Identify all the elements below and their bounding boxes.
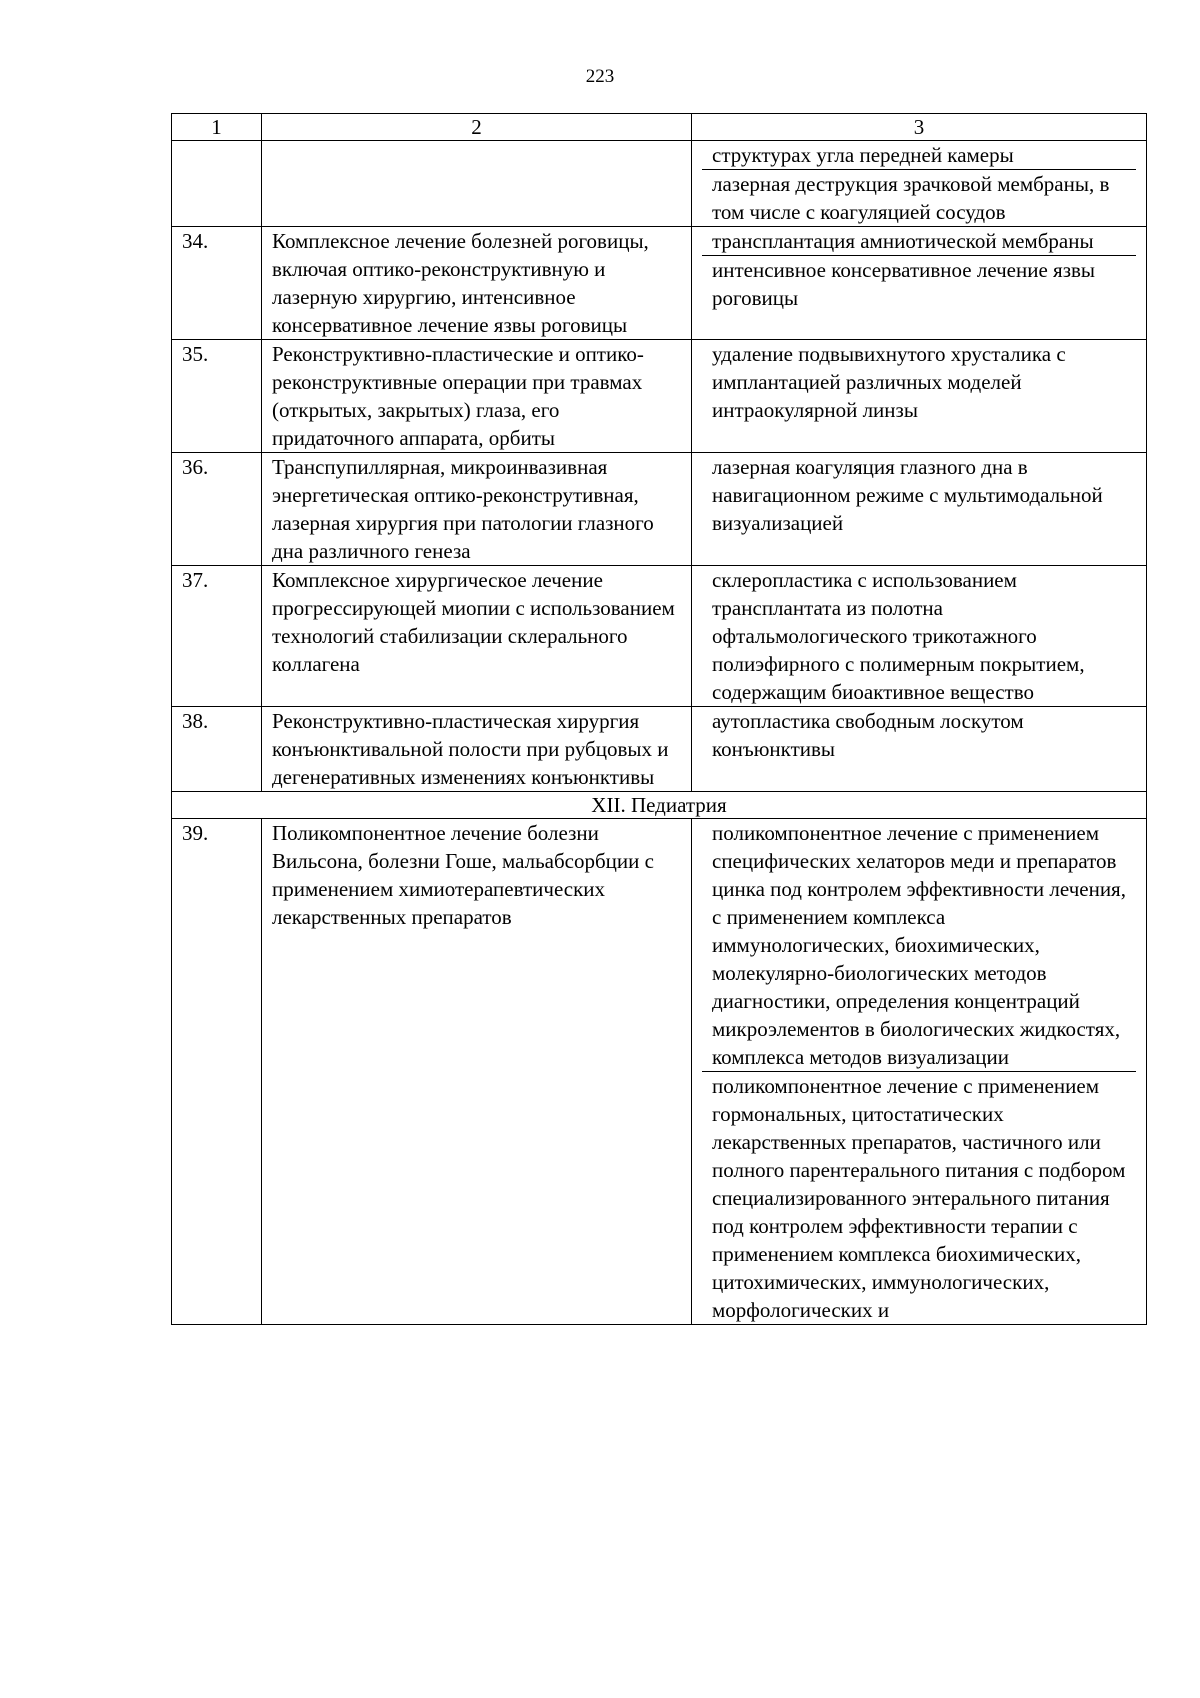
section-title: XII. Педиатрия (172, 792, 1147, 819)
row-name: Реконструктивно-пластическая хирургия конъюнктивальной полости при рубцовых и дегенеративных изменениях конъюнктивы (262, 707, 692, 792)
row-number: 35. (172, 340, 262, 453)
row-name (262, 141, 692, 227)
table-row (172, 227, 1147, 340)
row-name: Транспупиллярная, микроинвазивная энергетическая оптико-реконструтивная, лазерная хирургия при патологии глазного дна различного генеза (262, 453, 692, 566)
row-number: 37. (172, 566, 262, 707)
methods-cell (692, 141, 1147, 227)
method-item: лазерная деструкция зрачковой мембраны, в том числе с коагуляцией сосудов (702, 169, 1136, 226)
table-header-row (172, 114, 1147, 141)
method-item: удаление подвывихнутого хрусталика с имплантацией различных моделей интраокулярной линзы (712, 342, 1066, 422)
row-name: Комплексное хирургическое лечение прогрессирующей миопии с использованием технологий стабилизации склерального коллагена (262, 566, 692, 707)
row-number: 34. (172, 227, 262, 340)
method-item: поликомпонентное лечение с применением гормональных, цитостатических лекарственных препаратов, частичного или полного парентерального питания с подбором специализированного энтерального питания под контролем эффективности терапии с применением комплекса биохимических, цитохимических, иммунологических, морфологических и (702, 1071, 1136, 1324)
method-item: склеропластика с использованием трансплантата из полотна офтальмологического трикотажного полиэфирного с полимерным покрытием, содержащим биоактивное вещество (712, 568, 1085, 704)
section-row (172, 792, 1147, 819)
methods-cell (692, 340, 1147, 453)
row-number (172, 141, 262, 227)
row-number: 39. (172, 819, 262, 1325)
column-header-3: 3 (692, 114, 1147, 141)
column-header-2: 2 (262, 114, 692, 141)
column-header-1: 1 (172, 114, 262, 141)
row-number: 36. (172, 453, 262, 566)
method-item: лазерная коагуляция глазного дна в навигационном режиме с мультимодальной визуализацией (712, 455, 1103, 535)
methods-cell (692, 819, 1147, 1325)
table-row (172, 453, 1147, 566)
methods-cell (692, 453, 1147, 566)
page-number: 223 (585, 66, 615, 87)
row-name: Реконструктивно-пластические и оптико-реконструктивные операции при травмах (открытых, закрытых) глаза, его придаточного аппарата, орбиты (262, 340, 692, 453)
row-name: Комплексное лечение болезней роговицы, включая оптико-реконструктивную и лазерную хирургию, интенсивное консервативное лечение язвы роговицы (262, 227, 692, 340)
row-name: Поликомпонентное лечение болезни Вильсона, болезни Гоше, мальабсорбции с применением химиотерапевтических лекарственных препаратов (262, 819, 692, 1325)
method-item: структурах угла передней камеры (712, 143, 1014, 167)
method-item: трансплантация амниотической мембраны (712, 229, 1094, 253)
method-item: аутопластика свободным лоскутом конъюнктивы (712, 709, 1024, 761)
methods-cell (692, 566, 1147, 707)
table-row (172, 707, 1147, 792)
methods-cell (692, 227, 1147, 340)
procedures-table (171, 113, 1147, 1325)
method-item: поликомпонентное лечение с применением специфических хелаторов меди и препаратов цинка под контролем эффективности лечения, с применением комплекса иммунологических, биохимических, молекулярно-биологических методов диагностики, определения концентраций микроэлементов в биологических жидкостях, комплекса методов визуализации (712, 821, 1126, 1069)
table-row (172, 340, 1147, 453)
row-number: 38. (172, 707, 262, 792)
method-item: интенсивное консервативное лечение язвы роговицы (702, 255, 1136, 312)
continuation-row (172, 141, 1147, 227)
table-row (172, 566, 1147, 707)
methods-cell (692, 707, 1147, 792)
table-row (172, 819, 1147, 1325)
